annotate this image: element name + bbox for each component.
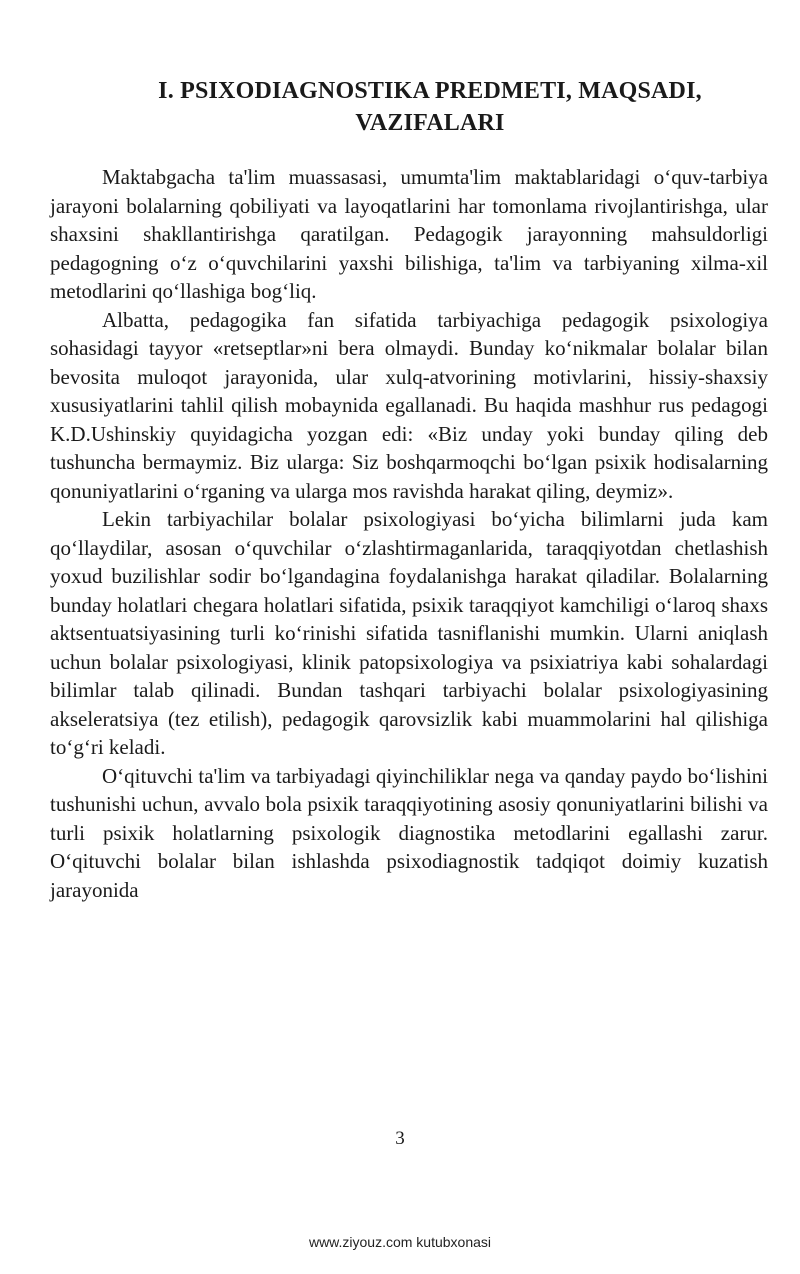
paragraph: Lekin tarbiyachilar bolalar psixologiyasi bo‘yicha bilimlarni juda kam qo‘llaydilar, asosan o‘quvchilar o‘zlashtirmaganlarida, taraqqiyotdan chetlashish yoxud buzilishlar sodir bo‘lgandagina foydalanishga harakat qiladilar. Bolalarning bunday holatlari chegara holatlari sifatida, psixik taraqqiyot kamchiligi o‘laroq shaxs aktsentuatsiyasining turli ko‘rinishi sifatida tasniflanishi mumkin. Ularni aniqlash uchun bolalar psixologiyasi, klinik patopsixologiya va psixiatriya kabi sohalardagi bilimlar talab qilinadi. Bundan tashqari tarbiyachi bolalar psixologiyasining akseleratsiya (tez etilish), pedagogik qarovsizlik kabi muammolarini hal qilishiga to‘g‘ri keladi. [50,507,768,759]
body-text [50,163,768,904]
paragraph: Albatta, pedagogika fan sifatida tarbiyachiga pedagogik psixologiya sohasidagi tayyor «retseptlar»ni bera olmaydi. Bunday ko‘nikmalar bolalar bilan bevosita muloqot jarayonida, ular xulq-atvorining motivlarini, hissiy-shaxsiy xususiyatlarini tahlil qilish mobaynida egallanadi. Bu haqida mashhur rus pedagogi K.D.Ushinskiy quyidagicha yozgan edi: «Biz unday yoki bunday qiling deb tushuncha bermaymiz. Biz ularga: Siz boshqarmoqchi bo‘lgan psixik hodisalarning qonuniyatlarini o‘rganing va ularga mos ravishda harakat qiling, deymiz». [50,307,768,503]
footer-source: www.ziyouz.com kutubxonasi [308,1234,492,1250]
chapter-heading-line-2: VAZIFALARI [355,110,505,136]
paragraph: O‘qituvchi ta'lim va tarbiyadagi qiyinchiliklar nega va qanday paydo bo‘lishini tushunishi uchun, avvalo bola psixik taraqqiyotining asosiy qonuniyatlarini bilishi va turli psixik holatlarning psixologik diagnostika metodlarini egallashi zarur. O‘qituvchi bolalar bilan ishlashda psixodiagnostik tadqiqot doimiy kuzatish jarayonida [50,763,768,902]
paragraph: Maktabgacha ta'lim muassasasi, umumta'lim maktablaridagi o‘quv-tarbiya jarayoni bolalarning qobiliyati va layoqatlarini har tomonlama rivojlantirishga, ular shaxsini shakllantirishga qaratilgan. Pedagogik jarayonning mahsuldorligi pedagogning o‘z o‘quvchilarini yaxshi bilishiga, ta'lim va tarbiyaning xilma-xil metodlarini qo‘llashiga bog‘liq. [50,165,768,303]
page-number: 3 [395,1128,405,1149]
chapter-heading-line-1: I. PSIXODIAGNOSTIKA PREDMETI, MAQSADI, [158,78,702,104]
chapter-heading [110,75,750,139]
